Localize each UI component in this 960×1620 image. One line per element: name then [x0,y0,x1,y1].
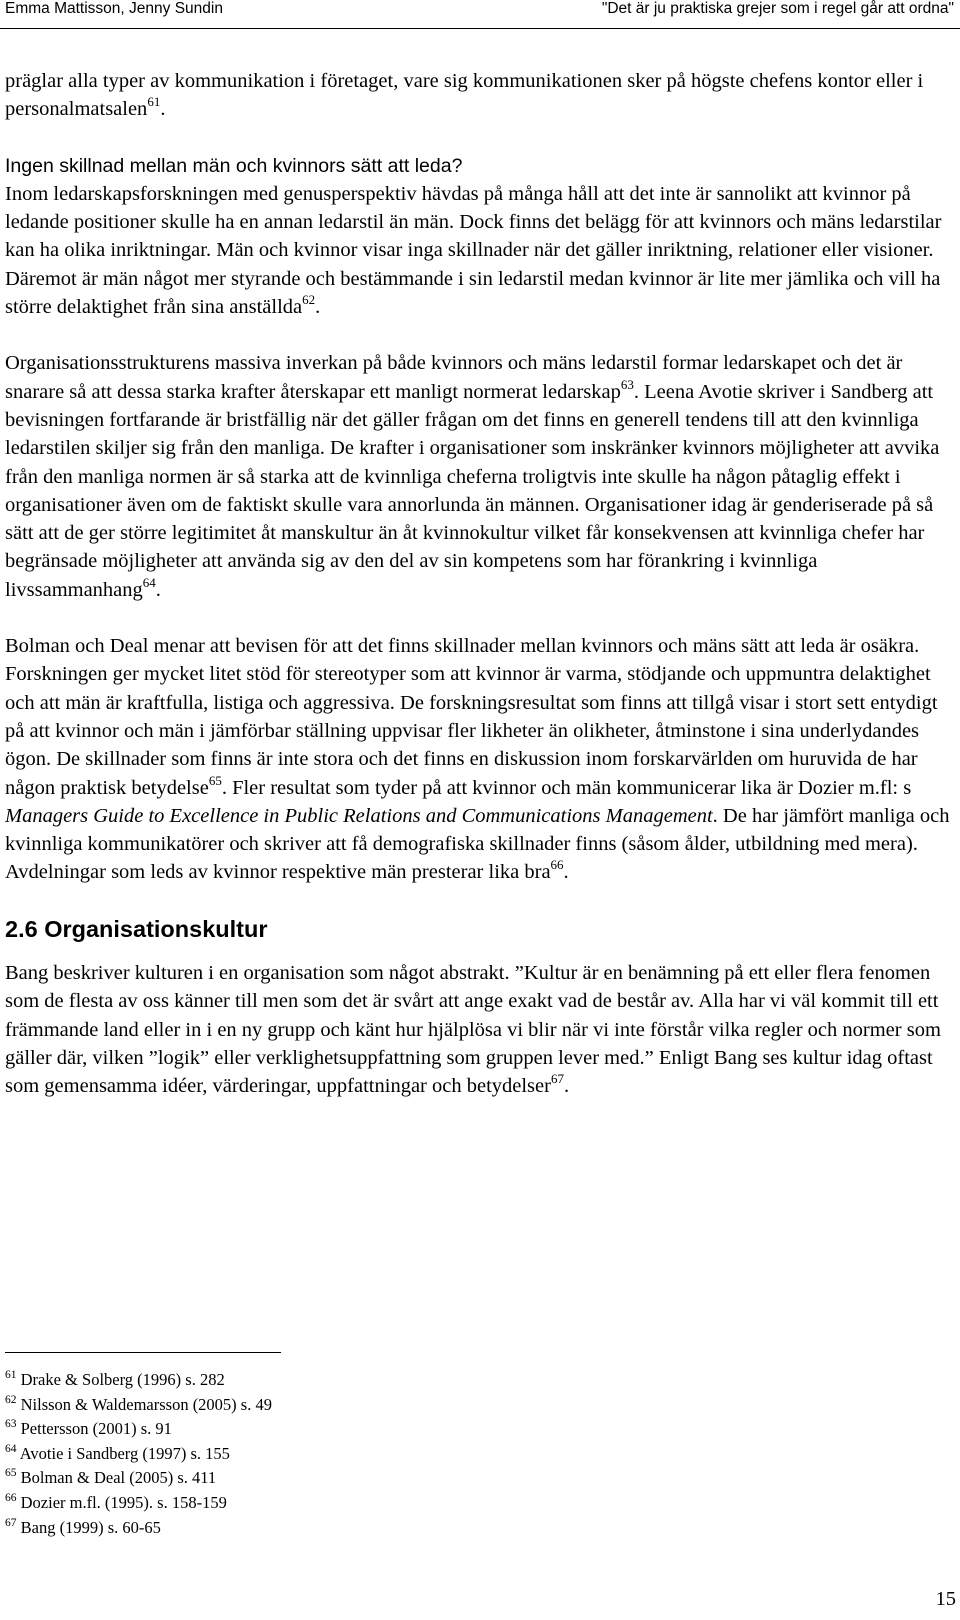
footnote: $^{65}$ Bolman & Deal (2005) s. 411 [5,1467,217,1488]
section-heading: 2.6 Organisationskultur [5,915,268,942]
body-text [5,67,955,1101]
footnote-ref[interactable]: 61 [147,94,161,110]
footnote-ref[interactable]: 64 [142,574,156,590]
header-running-title: "Det är ju praktiska grejer som i regel går att ordna" [601,0,954,17]
footnote-ref[interactable]: 65 [208,772,222,788]
footnote: $^{64}$ Avotie i Sandberg (1997) s. 155 [5,1442,230,1463]
footnote-ref[interactable]: 62 [302,292,316,308]
page-number: 15 [935,1588,956,1610]
header-authors: Emma Mattisson, Jenny Sundin [5,0,223,17]
footnote: $^{66}$ Dozier m.fl. (1995). s. 158-159 [5,1491,227,1512]
footnotes [5,1368,272,1540]
subheading: Ingen skillnad mellan män och kvinnors sätt att leda? [5,154,463,177]
paragraph: Inom ledarskapsforskningen med genusperspektiv hävdas på många håll att det inte är sannolikt att kvinnor på ledande positioner skulle ha en annan ledarstil än män. Dock finns det belägg för att kvinnors och mäns ledarstilar kan ha olika inriktningar. Män och kvinnor visar inga skillnader när det gäller inriktning, relationer eller visioner. Däremot är män något mer styrande och bestämmande i sin ledarstil medan kvinnor är lite mer jämlika och vill ha större delaktighet från sina anställda$^{62}$. [5,182,942,319]
paragraph: Bang beskriver kulturen i en organisation som något abstrakt. ”Kultur är en benämning på ett eller flera fenomen som de flesta av oss känner till men som det är svårt att ange exakt vad de består av. Alla har vi väl kommit till ett främmande land eller in i en ny grupp och känt hur hjälplösa vi blir när vi inte förstår vilka regler och normer som gäller där, vilken ”logik” eller verklighetsuppfattning som gruppen lever med.” Enligt Bang ses kultur idag oftast som gemensamma idéer, värderingar, uppfattningar och betydelser$^{67}$. [5,962,941,1098]
footnote: $^{63}$ Pettersson (2001) s. 91 [5,1418,172,1439]
running-header [5,0,954,26]
footnote: $^{67}$ Bang (1999) s. 60-65 [5,1516,161,1537]
footnote-ref[interactable]: 66 [550,857,564,873]
footnote-ref[interactable]: 63 [620,376,634,392]
footnote-rule [5,1352,281,1353]
paragraph: präglar alla typer av kommunikation i företaget, vare sig kommunikationen sker på högste chefens kontor eller i personalmatsalen$^{61}$. [5,70,924,121]
paragraph: Organisationsstrukturens massiva inverkan på både kvinnors och mäns ledarstil formar ledarskapet och det är snarare så att dessa starka krafter återskapar ett manligt normerat ledarskap$^{63}$. Leena Avotie skriver i Sandberg att bevisningen fortfarande är bristfällig när det gäller frågan om det finns en generell tendens till att den kvinnliga ledarstilen skiljer sig från den manliga. De krafter i organisationer som inskränker kvinnors möjligheter att avvika från den manliga normen är så starka att de kvinnliga cheferna troligtvis inte skulle ha någon påtaglig effekt i organisationer även om de faktiskt skulle vara annorlunda än männen. Organisationer idag är genderiserade på så sätt att de ger större legitimitet åt manskultur än åt kvinnokultur vilket får konsekvensen att kvinnliga chefer har begränsade möjligheter att använda sig av den del av sin kompetens som har förankring i kvinnliga livssammanhang$^{64}$. [5,352,940,601]
book-title: Managers Guide to Excellence in Public Relations and Communications Management [5,804,713,827]
footnote-ref[interactable]: 67 [550,1071,564,1087]
paragraph: Bolman och Deal menar att bevisen för att det finns skillnader mellan kvinnors och mäns sätt att leda är osäkra. Forskningen ger mycket litet stöd för stereotyper som att kvinnor är varma, stödjande och uppmuntra delaktighet och att män är kraftfulla, listiga och aggressiva. De forskningsresultat som finns att tillgå visar i stort sett entydigt på att kvinnor och män i jämförbar ställning uppvisar fler likheter än olikheter, åtminstone i sina underlydandes ögon. De skillnader som finns är inte stora och det finns en diskussion inom forskarvärlden om huruvida de har någon praktisk betydelse$^{65}$. Fler resultat som tyder på att kvinnor och män kommunicerar lika är Dozier m.fl: s Managers Guide to Excellence in Public Relations and Communications Management. De har jämfört manliga och kvinnliga kommunikatörer och skriver att få demografiska skillnader finns (såsom ålder, utbildning med mera). Avdelningar som leds av kvinnor respektive män presterar lika bra$^{66}$. [5,635,950,884]
footnote: $^{62}$ Nilsson & Waldemarsson (2005) s. 49 [5,1393,272,1414]
footnote: $^{61}$ Drake & Solberg (1996) s. 282 [5,1369,225,1389]
header-rule [0,28,960,29]
